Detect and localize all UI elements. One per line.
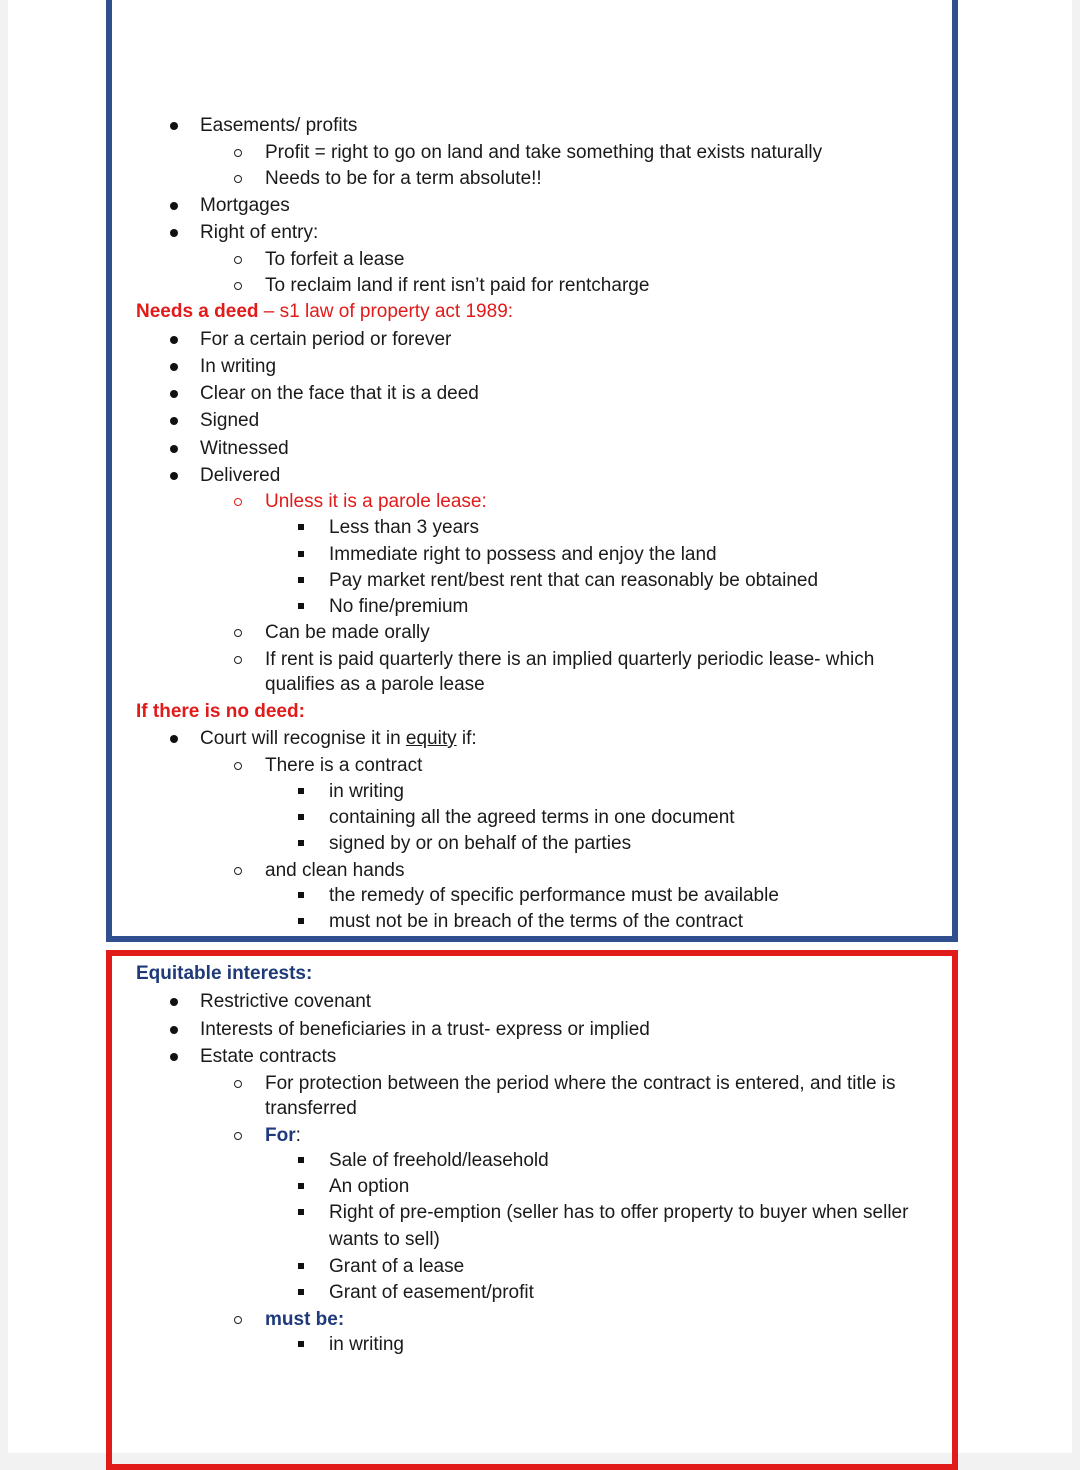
list-item-continuation: wants to sell) — [329, 1229, 440, 1250]
bullet-circle — [234, 1132, 242, 1140]
list-item: Signed — [200, 410, 260, 431]
list-item: If rent is paid quarterly there is an implied quarterly periodic lease- which — [265, 649, 875, 670]
list-item: Mortgages — [200, 195, 290, 216]
bullet-circle — [234, 498, 242, 506]
list-item: Profit = right to go on land and take something that exists naturally — [265, 142, 823, 163]
bullet-circle — [234, 256, 242, 264]
list-item: Grant of easement/profit — [329, 1282, 534, 1303]
bullet-square — [298, 892, 304, 898]
bullet-disc — [170, 472, 178, 480]
deed-heading — [136, 300, 513, 324]
must-be-label: must be: — [265, 1309, 345, 1330]
list-item: Right of entry: — [200, 222, 319, 243]
list-item: To forfeit a lease — [265, 249, 405, 270]
bullet-circle — [234, 762, 242, 770]
bullet-square — [298, 1289, 304, 1295]
bullet-square — [298, 1157, 304, 1163]
list-item-continuation: transferred — [265, 1098, 357, 1119]
list-item: in writing — [329, 1334, 404, 1355]
list-item: For protection between the period where the contract is entered, and title is — [265, 1073, 896, 1094]
bullet-disc — [170, 998, 178, 1006]
list-item: and clean hands — [265, 860, 405, 881]
for-colon: : — [295, 1125, 301, 1146]
list-item: in writing — [329, 781, 404, 802]
list-item: To reclaim land if rent isn’t paid for rentcharge — [265, 275, 650, 296]
court-text-post: if: — [456, 728, 477, 749]
bullet-disc — [170, 336, 178, 344]
bullet-square — [298, 918, 304, 924]
bullet-circle — [234, 282, 242, 290]
bullet-square — [298, 1183, 304, 1189]
list-item: Witnessed — [200, 438, 289, 459]
court-text-pre: Court will recognise it in — [200, 728, 406, 749]
bullet-circle — [234, 629, 242, 637]
bullet-circle — [234, 867, 242, 875]
list-item — [200, 727, 477, 751]
bullet-disc — [170, 390, 178, 398]
list-item: containing all the agreed terms in one document — [329, 807, 735, 828]
list-item-continuation: qualifies as a parole lease — [265, 674, 485, 695]
bullet-square — [298, 1209, 304, 1215]
bullet-circle — [234, 175, 242, 183]
bullet-square — [298, 814, 304, 820]
list-item: Immediate right to possess and enjoy the land — [329, 544, 717, 565]
list-item: the remedy of specific performance must be available — [329, 885, 779, 906]
bullet-square — [298, 1263, 304, 1269]
bullet-square — [298, 840, 304, 846]
bullet-circle — [234, 1080, 242, 1088]
bullet-disc — [170, 202, 178, 210]
list-item: Interests of beneficiaries in a trust- express or implied — [200, 1019, 650, 1040]
bullet-circle — [234, 656, 242, 664]
list-item: An option — [329, 1176, 410, 1197]
deed-heading-bold: Needs a deed — [136, 301, 259, 322]
for-label: For — [265, 1125, 296, 1146]
parole-heading: Unless it is a parole lease: — [265, 491, 487, 512]
list-item: must not be in breach of the terms of the contract — [329, 911, 743, 932]
deed-heading-rest: – s1 law of property act 1989: — [258, 301, 514, 322]
list-item: Less than 3 years — [329, 517, 479, 538]
list-item: Easements/ profits — [200, 115, 358, 136]
equitable-interests-heading: Equitable interests: — [136, 963, 313, 984]
bullet-disc — [170, 363, 178, 371]
list-item: In writing — [200, 356, 277, 377]
equity-underlined: equity — [405, 728, 457, 749]
bullet-disc — [170, 735, 178, 743]
bullet-disc — [170, 445, 178, 453]
bullet-square — [298, 577, 304, 583]
bullet-disc — [170, 417, 178, 425]
list-item: There is a contract — [265, 755, 423, 776]
bullet-square — [298, 788, 304, 794]
bullet-circle — [234, 149, 242, 157]
bullet-square — [298, 603, 304, 609]
list-item: Sale of freehold/leasehold — [329, 1150, 549, 1171]
list-item: Delivered — [200, 465, 281, 486]
list-item: Restrictive covenant — [200, 991, 372, 1012]
list-item: Pay market rent/best rent that can reasonably be obtained — [329, 570, 819, 591]
list-item: Grant of a lease — [329, 1256, 465, 1277]
bullet-disc — [170, 1026, 178, 1034]
bullet-square — [298, 1341, 304, 1347]
bullet-disc — [170, 229, 178, 237]
list-item — [265, 1124, 301, 1148]
bullet-square — [298, 524, 304, 530]
list-item: Right of pre-emption (seller has to offer property to buyer when seller — [329, 1202, 909, 1223]
bullet-disc — [170, 1053, 178, 1061]
list-item: Needs to be for a term absolute!! — [265, 168, 542, 189]
bullet-circle — [234, 1316, 242, 1324]
list-item: For a certain period or forever — [200, 329, 452, 350]
list-item: No fine/premium — [329, 596, 469, 617]
list-item: signed by or on behalf of the parties — [329, 833, 632, 854]
no-deed-heading: If there is no deed: — [136, 701, 305, 722]
list-item: Can be made orally — [265, 622, 430, 643]
list-item: Estate contracts — [200, 1046, 337, 1067]
bullet-disc — [170, 122, 178, 130]
bullet-square — [298, 551, 304, 557]
list-item: Clear on the face that it is a deed — [200, 383, 479, 404]
